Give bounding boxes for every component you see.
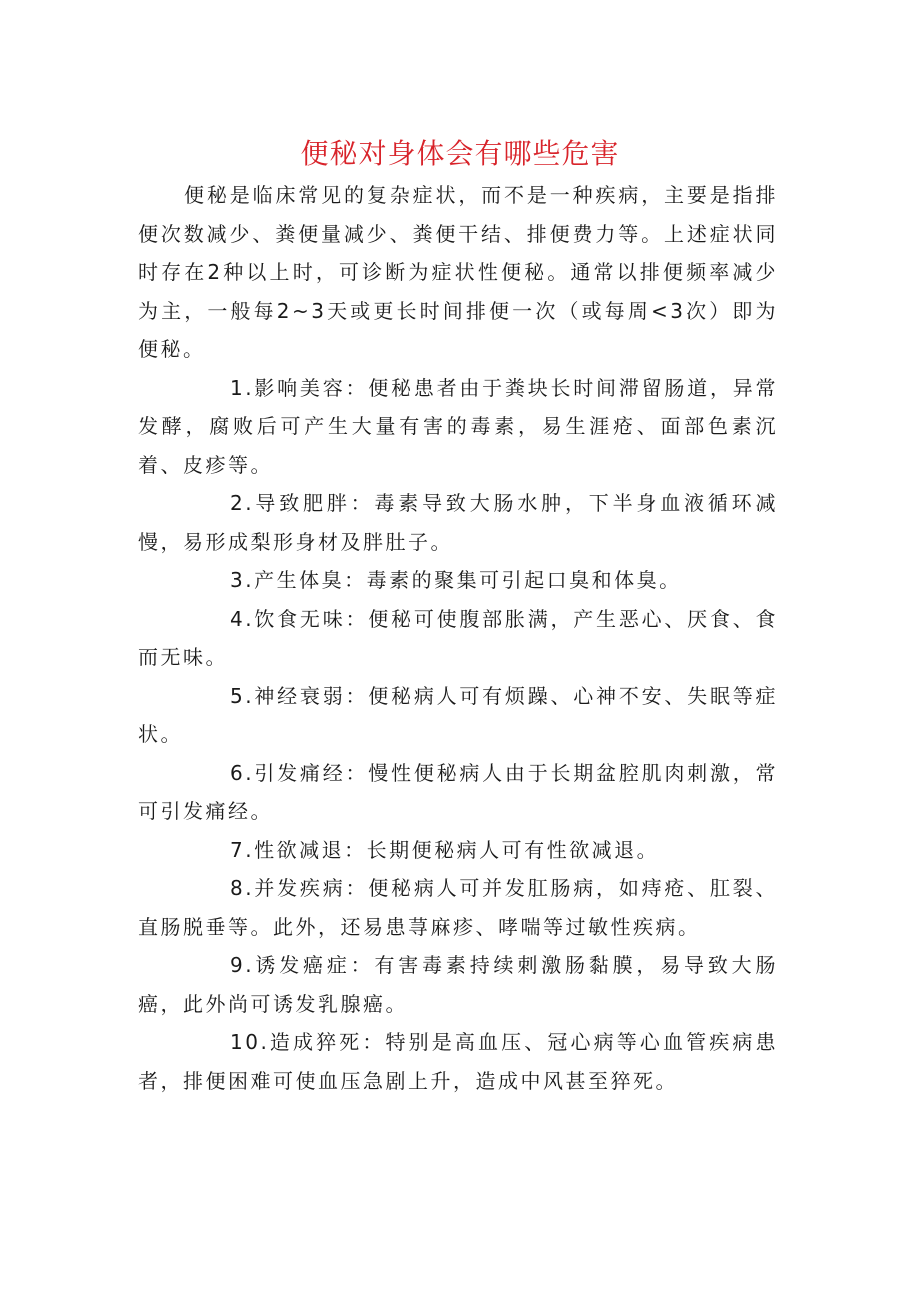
document-body — [138, 176, 778, 1100]
item-number: 2 — [230, 491, 246, 515]
item-text: .产生体臭：毒素的聚集可引起口臭和体臭。 — [245, 568, 682, 592]
item-number: 10 — [230, 1030, 261, 1054]
item-text: .引发痛经：慢性便秘病人由于长期盆腔肌肉刺激，常可引发痛经。 — [138, 760, 778, 823]
list-item — [138, 754, 778, 831]
list-item — [138, 831, 778, 870]
item-number: 3 — [230, 568, 246, 592]
intro-paragraph: 便秘是临床常见的复杂症状，而不是一种疾病，主要是指排便次数减少、粪便量减少、粪便干结、排便费力等。上述症状同时存在2种以上时，可诊断为症状性便秘。通常以排便频率减少为主，一般每2~3天或更长时间排便一次（或每周<3次）即为便秘。 — [138, 183, 778, 361]
item-text: .饮食无味：便秘可使腹部胀满，产生恶心、厌食、食而无味。 — [138, 606, 778, 669]
list-item — [138, 677, 778, 754]
item-text: .影响美容：便秘患者由于粪块长时间滞留肠道，异常发酵，腐败后可产生大量有害的毒素，易生涯疮、面部色素沉着、皮疹等。 — [138, 375, 778, 477]
list-item — [138, 946, 778, 1023]
item-number: 5 — [230, 683, 246, 708]
item-number: 6 — [230, 760, 246, 785]
page-title: 便秘对身体会有哪些危害 — [300, 137, 620, 170]
list-item — [138, 484, 778, 561]
item-text: .并发疾病：便秘病人可并发肛肠病，如痔疮、肛裂、直肠脱垂等。此外，还易患荨麻疹、哮喘等过敏性疾病。 — [138, 876, 778, 939]
list-item — [138, 869, 778, 946]
item-number: 4 — [230, 606, 246, 631]
list-item — [138, 561, 778, 600]
list-item — [138, 369, 778, 485]
list-item — [138, 600, 778, 677]
item-text: .导致肥胖：毒素导致大肠水肿，下半身血液循环减慢，易形成梨形身材及胖肚子。 — [138, 491, 778, 554]
item-number: 9 — [230, 953, 246, 977]
item-number: 8 — [230, 876, 246, 900]
item-text: .诱发癌症：有害毒素持续刺激肠黏膜，易导致大肠癌，此外尚可诱发乳腺癌。 — [138, 953, 778, 1016]
list-item — [138, 1023, 778, 1100]
item-number: 1 — [230, 375, 246, 400]
item-number: 7 — [230, 837, 246, 862]
item-text: .造成猝死：特别是高血压、冠心病等心血管疾病患者，排便困难可使血压急剧上升，造成中风甚至猝死。 — [138, 1030, 778, 1093]
item-text: .性欲减退：长期便秘病人可有性欲减退。 — [245, 837, 660, 862]
item-text: .神经衰弱：便秘病人可有烦躁、心神不安、失眠等症状。 — [138, 683, 778, 746]
